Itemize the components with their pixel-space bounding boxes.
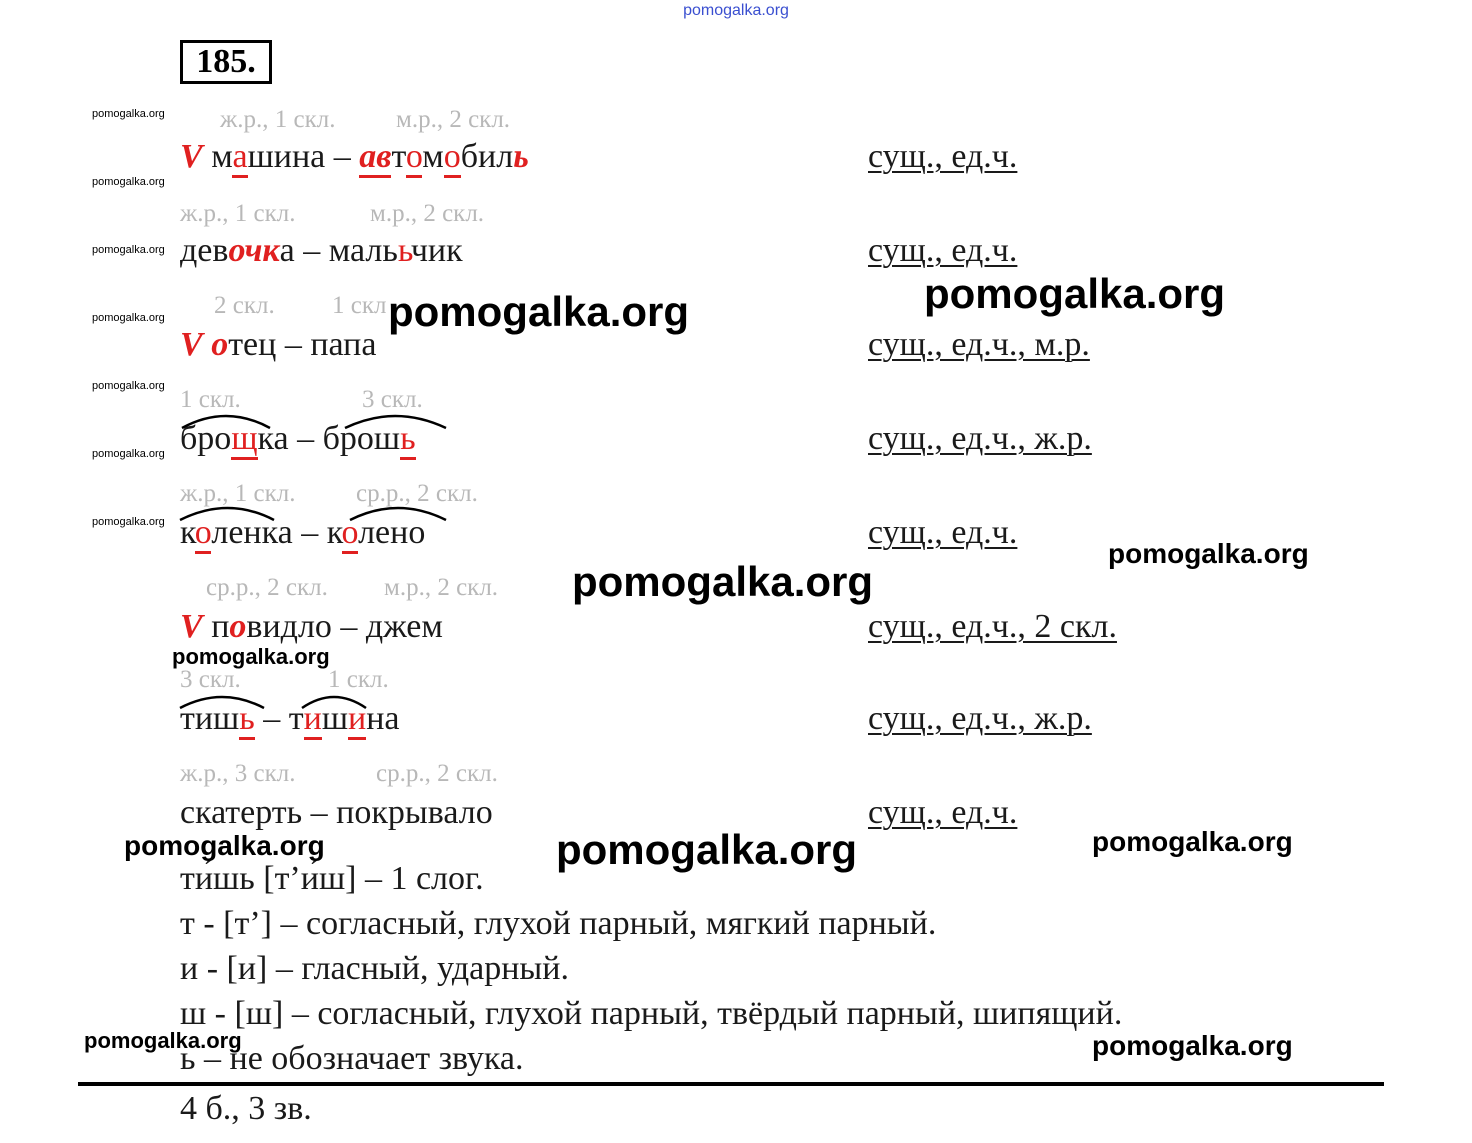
grammar-tag: сущ., ед.ч., ж.р. <box>868 420 1092 457</box>
gloss-right: м.р., 2 скл. <box>370 200 485 227</box>
gloss-right: 1 скл <box>332 292 387 319</box>
root-arc <box>345 416 446 428</box>
suffix-mark: очк <box>228 232 280 269</box>
gloss-left: 2 скл. <box>214 292 275 319</box>
root-arc <box>180 697 264 708</box>
word-part: шина – <box>247 138 360 175</box>
word-part: тиш <box>180 700 240 737</box>
root-arc <box>180 508 274 520</box>
analysis-line: и - [и] – гласный, ударный. <box>180 950 569 987</box>
check-mark: V <box>180 608 203 645</box>
word-part: – т <box>254 700 304 737</box>
watermark: pomogalka.org <box>1092 826 1293 857</box>
divider <box>78 1082 1384 1086</box>
word-part: м <box>422 138 444 175</box>
top-watermark: pomogalka.org <box>683 2 789 19</box>
root-arc <box>182 416 270 428</box>
vowel-mark: о <box>342 514 359 554</box>
grammar-tag: сущ., ед.ч. <box>868 794 1018 831</box>
gloss-right: м.р., 2 скл. <box>384 574 499 601</box>
gloss-left: ж.р., 1 скл. <box>180 200 296 227</box>
grammar-tag: сущ., ед.ч. <box>868 138 1018 175</box>
watermark: pomogalka.org <box>924 270 1226 317</box>
grammar-tag: сущ., ед.ч., ж.р. <box>868 700 1092 737</box>
vowel-mark: о <box>444 138 461 178</box>
gloss-right: 1 скл. <box>328 666 389 693</box>
word-part: чик <box>410 232 463 269</box>
vowel-mark: о <box>229 608 247 645</box>
side-watermark: pomogalka.org <box>92 108 165 120</box>
word-part: ленка – к <box>211 514 342 551</box>
analysis-line: ш - [ш] – согласный, глухой парный, твёрдый парный, шипящий. <box>180 995 1123 1032</box>
word-part: ка – брош <box>257 420 401 457</box>
side-watermark: pomogalka.org <box>92 516 165 528</box>
watermark: pomogalka.org <box>1092 1030 1293 1061</box>
analysis-line: ти́шь [т’и́ш] – 1 слог. <box>180 860 484 897</box>
side-watermark: pomogalka.org <box>92 244 165 256</box>
word-part: лено <box>358 514 426 551</box>
soft-sign-mark: ь <box>239 700 255 740</box>
gloss-left: ж.р., 3 скл. <box>180 760 296 787</box>
gloss-left: ср.р., 2 скл. <box>206 574 328 601</box>
side-watermark: pomogalka.org <box>92 380 165 392</box>
word-part: дев <box>180 232 229 269</box>
gloss-right: 3 скл. <box>362 386 423 413</box>
watermark: pomogalka.org <box>84 1028 242 1053</box>
prefix-mark: ав <box>359 138 391 178</box>
gloss-right: ср.р., 2 скл. <box>356 480 478 507</box>
vowel-mark: и <box>304 700 322 740</box>
analysis-line: т - [т’] – согласный, глухой парный, мягкий парный. <box>180 905 937 942</box>
gloss-left: 1 скл. <box>180 386 241 413</box>
vowel-mark: и <box>348 700 366 740</box>
analysis-line: ь – не обозначает звука. <box>180 1040 524 1077</box>
word-part: п <box>211 608 230 645</box>
check-mark: V <box>180 138 203 175</box>
watermark: pomogalka.org <box>388 288 690 335</box>
watermark: pomogalka.org <box>124 830 325 861</box>
root-arc <box>350 508 446 520</box>
word-part: ш <box>321 700 348 737</box>
analysis-summary: 4 б., 3 зв. <box>180 1090 312 1127</box>
soft-sign-mark: ь <box>400 420 416 460</box>
word-part: а – маль <box>279 232 398 269</box>
word-part: т <box>391 138 406 175</box>
vowel-mark: а <box>232 138 247 178</box>
watermark: pomogalka.org <box>572 558 874 605</box>
gloss-left: 3 скл. <box>180 666 241 693</box>
gloss-left: ж.р., 1 скл. <box>220 106 336 133</box>
word-part: бро <box>180 420 232 457</box>
gloss-right: ср.р., 2 скл. <box>376 760 498 787</box>
watermark: pomogalka.org <box>556 826 858 873</box>
exercise-number: 185. <box>180 40 272 84</box>
side-watermark: pomogalka.org <box>92 176 165 188</box>
grammar-tag: сущ., ед.ч. <box>868 232 1018 269</box>
soft-sign-mark: ь <box>397 232 411 269</box>
check-mark: V <box>180 326 203 363</box>
soft-sign-mark: ь <box>513 138 529 175</box>
consonant-mark: щ <box>231 420 257 460</box>
word-part: тец – папа <box>228 326 377 363</box>
word-part: к <box>180 514 195 551</box>
watermark: pomogalka.org <box>172 644 330 669</box>
side-watermark: pomogalka.org <box>92 312 165 324</box>
word-part: м <box>211 138 233 175</box>
vowel-mark: о <box>195 514 212 554</box>
gloss-left: ж.р., 1 скл. <box>180 480 296 507</box>
word-part: видло – джем <box>246 608 443 645</box>
vowel-mark: о <box>406 138 422 178</box>
grammar-tag: сущ., ед.ч., м.р. <box>868 326 1090 363</box>
grammar-tag: сущ., ед.ч., 2 скл. <box>868 608 1117 645</box>
root-arc <box>302 697 366 708</box>
gloss-right: м.р., 2 скл. <box>396 106 511 133</box>
word-part: скатерть – покрывало <box>180 794 493 831</box>
word-part: бил <box>460 138 514 175</box>
watermark: pomogalka.org <box>1108 538 1309 569</box>
word-part: на <box>366 700 400 737</box>
grammar-tag: сущ., ед.ч. <box>868 514 1018 551</box>
side-watermark: pomogalka.org <box>92 448 165 460</box>
vowel-mark: о <box>211 326 229 363</box>
